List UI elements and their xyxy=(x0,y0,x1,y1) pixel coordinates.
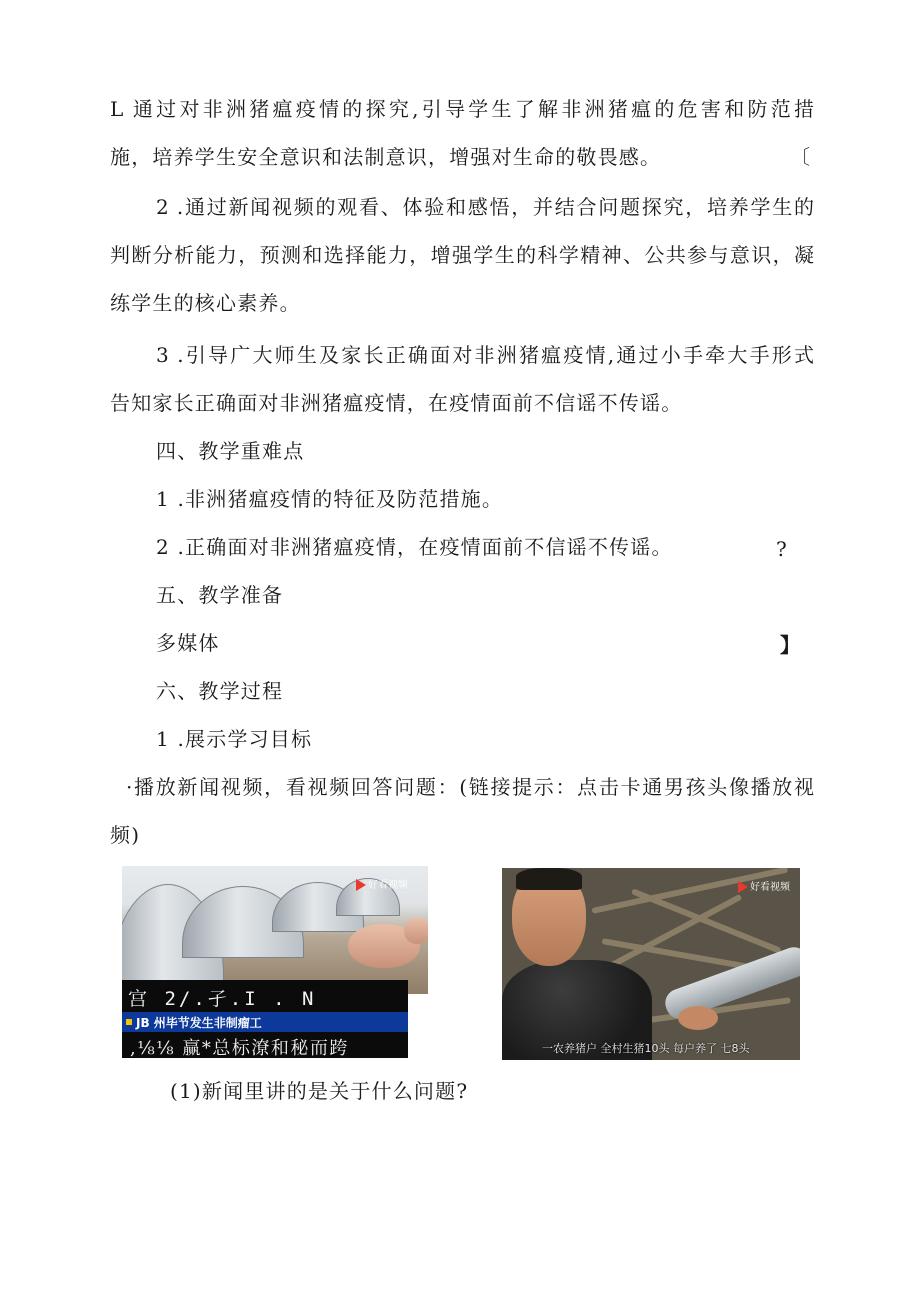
video-instruction-line-2: 频) xyxy=(110,823,141,847)
caption-line-3: ,⅛⅛ 赢*总标潦和秘而跨 xyxy=(130,1038,349,1059)
play-logo-icon xyxy=(738,881,748,893)
video-instruction-line-1: ·播放新闻视频，看视频回答问题：(链接提示：点击卡通男孩头像播放视 xyxy=(126,775,814,799)
margin-mark: 〔 xyxy=(790,145,810,169)
section-4-item-1: 1 .非洲猪瘟疫情的特征及防范措施。 xyxy=(156,487,504,511)
objective-3-line-2: 告知家长正确面对非洲猪瘟疫情，在疫情面前不信谣不传谣。 xyxy=(110,391,683,415)
play-logo-icon xyxy=(356,879,366,891)
bracket-mark: 】 xyxy=(780,633,800,657)
objective-2-line-1: 2 .通过新闻视频的观看、体验和感悟，并结合问题探究，培养学生的 xyxy=(156,195,814,219)
section-4-item-2: 2 .正确面对非洲猪瘟疫情，在疫情面前不信谣不传谣。 xyxy=(156,535,673,559)
objective-1-line-2: 施，培养学生安全意识和法制意识，增强对生命的敬畏感。 xyxy=(110,145,662,169)
section-6-item-1: 1 .展示学习目标 xyxy=(156,727,313,751)
farmer-hair xyxy=(516,868,582,890)
video-logo: 好看视频 xyxy=(356,876,408,891)
question-mark: ? xyxy=(776,537,787,561)
pig-head xyxy=(404,918,428,944)
caption-line-1: 宫 2/.孑.I . N xyxy=(128,988,317,1010)
news-video-thumbnail-right[interactable] xyxy=(502,868,800,1060)
news-caption-box xyxy=(122,980,408,1058)
objective-2-line-3: 练学生的核心素养。 xyxy=(110,291,301,315)
banner-square-icon xyxy=(126,1019,132,1025)
objective-3-line-1: 3 .引导广大师生及家长正确面对非洲猪瘟疫情,通过小手牵大手形式 xyxy=(156,343,814,367)
video-logo: 好看视频 xyxy=(738,878,790,893)
objective-2-line-2: 判断分析能力，预测和选择能力，增强学生的科学精神、公共参与意识，凝 xyxy=(110,243,814,267)
video-subtitle: 一农养猪户 全村生猪10头 每户养了 七8头 xyxy=(542,1042,750,1055)
section-5-heading: 五、教学准备 xyxy=(156,583,284,607)
section-4-heading: 四、教学重难点 xyxy=(156,439,305,463)
question-1: (1)新闻里讲的是关于什么问题? xyxy=(170,1079,469,1103)
caption-line-2: JB 州毕节发生非制瘤工 xyxy=(136,1016,262,1030)
farmer-hand xyxy=(678,1006,718,1030)
section-6-heading: 六、教学过程 xyxy=(156,679,284,703)
section-5-body: 多媒体 xyxy=(156,631,220,655)
objective-1-line-1: L 通过对非洲猪瘟疫情的探究,引导学生了解非洲猪瘟的危害和防范措 xyxy=(110,97,814,121)
news-video-thumbnail-left[interactable] xyxy=(122,866,428,994)
caption-banner xyxy=(122,1012,408,1032)
